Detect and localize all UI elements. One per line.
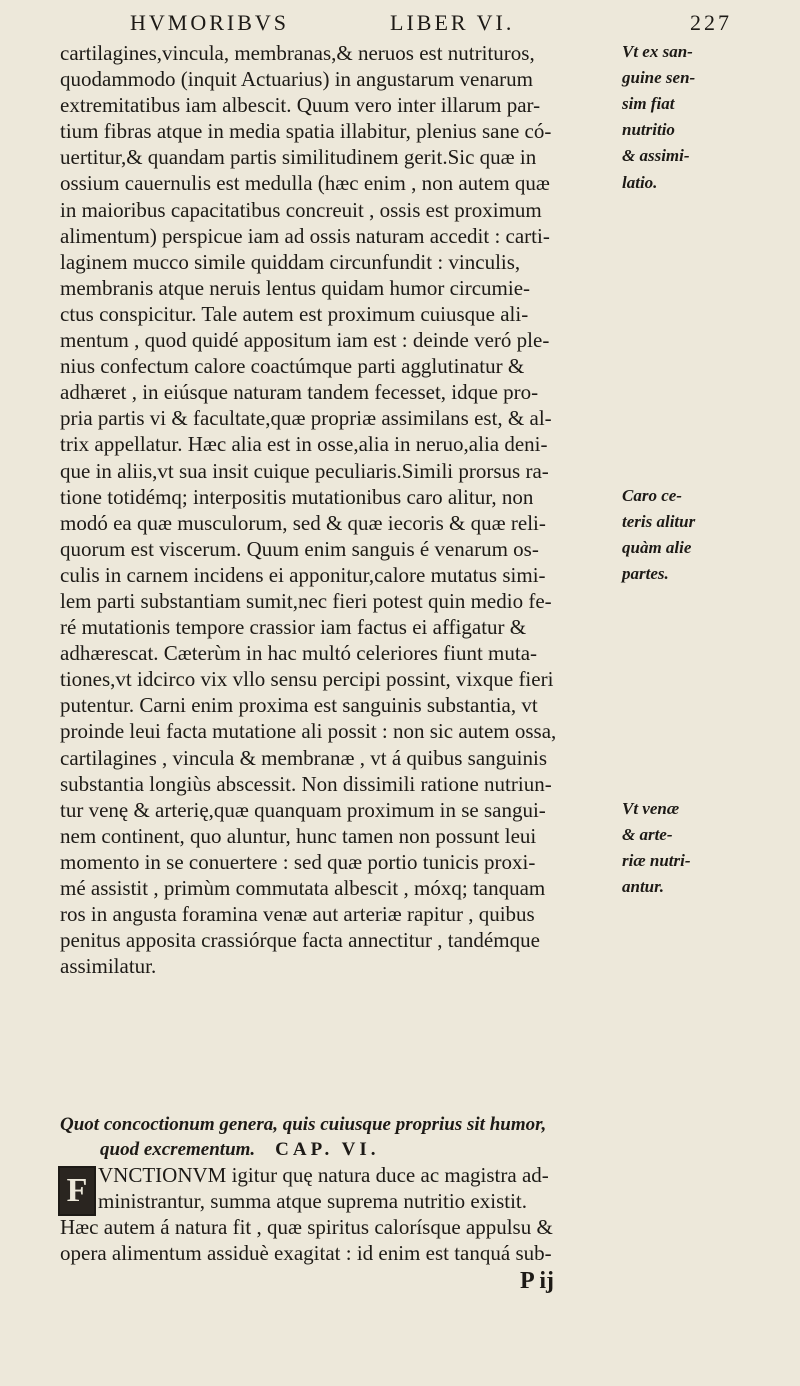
margin-note: quàm alie — [622, 537, 692, 557]
text-line: quorum est viscerum. Quum enim sanguis é venarum os- — [60, 536, 539, 561]
margin-note: riæ nutri- — [622, 851, 691, 871]
text-line: membranis atque neruis lentus quidam humor circumie- — [60, 275, 531, 300]
book-label: LIBER VI. — [390, 10, 515, 35]
text-line: tur venę & arterię,quæ quanquam proximum in se sangui- — [60, 797, 546, 822]
text-line: lem parti substantiam sumit,nec fieri potest quin medio fe- — [60, 588, 552, 613]
text-line: uertitur,& quandam partis similitudinem gerit.Sic quæ in — [60, 145, 537, 170]
catchword: P ij — [520, 1268, 554, 1294]
page-number: 227 — [690, 10, 732, 35]
chapter-title — [60, 1112, 760, 1162]
running-header — [130, 2, 770, 42]
text-line: extremitatibus iam albescit. Quum vero inter illarum par- — [60, 93, 541, 118]
margin-note: & assimi- — [622, 146, 690, 166]
text-line: mentum , quod quidé appositum iam est : deinde veró ple- — [60, 328, 550, 353]
text-line: alimentum) perspicue iam ad ossis naturam accedit : carti- — [60, 223, 550, 248]
text-line: assimilatur. — [60, 954, 157, 979]
chapter-text-line: opera alimentum assiduè exagitat : id enim est tanquá sub- — [60, 1241, 552, 1266]
running-title: HVMORIBVS — [130, 10, 290, 35]
text-line: pria partis vi & facultate,quæ propriæ assimilans est, & al- — [60, 406, 552, 431]
margin-note: antur. — [622, 877, 665, 897]
text-line: ros in angusta foramina venæ aut arteriæ rapitur , quibus — [60, 902, 535, 927]
margin-note: partes. — [622, 564, 669, 583]
text-line: tium fibras atque in media spatia illabitur, plenius sane có- — [60, 119, 552, 144]
text-line: modó ea quæ musculorum, sed & quæ iecoris & quæ reli- — [60, 510, 546, 535]
chapter-title-line: Quot concoctionum genera, quis cuiusque proprius sit humor, — [60, 1114, 547, 1135]
text-line: proinde leui facta mutatione ali possit : non sic autem ossa, — [60, 719, 557, 744]
text-line: adhærescat. Cæterùm in hac multó celeriores fiunt muta- — [60, 641, 538, 666]
text-line: tione totidémq; interpositis mutationibus caro alitur, non — [60, 484, 534, 509]
margin-note: Vt ex san- — [622, 42, 693, 61]
text-line: in maioribus capacitatibus concreuit , ossis est proximum — [60, 197, 542, 222]
text-line: ctus conspicitur. Tale autem est proximum cuiusque ali- — [60, 301, 529, 326]
text-line: penitus apposita crassiórque facta annectitur , tandémque — [60, 928, 540, 953]
margin-note: guine sen- — [622, 68, 696, 88]
text-line: nem continent, quo aluntur, hunc tamen non possunt leui — [60, 823, 537, 848]
text-line: culis in carnem incidens ei apponitur,calore mutatus simi- — [60, 562, 546, 587]
chapter-text-line: ministrantur, summa atque suprema nutritio existit. — [98, 1189, 528, 1214]
text-line: laginem mucco simile quiddam circunfundit : vinculis, — [60, 249, 521, 274]
text-line: quodammodo (inquit Actuarius) in angustarum venarum — [60, 67, 533, 92]
chapter-text-line: VNCTIONVM igitur quę natura duce ac magistra ad- — [98, 1163, 549, 1187]
margin-note: Caro ce- — [622, 485, 682, 505]
chapter-title-line: quod excrementum. — [100, 1139, 256, 1160]
margin-note: nutritio — [622, 120, 675, 140]
margin-note: teris alitur — [622, 511, 696, 531]
margin-note: & arte- — [622, 825, 673, 844]
chapter-label: CAP. VI. — [275, 1139, 380, 1160]
margin-note: latio. — [622, 172, 658, 192]
text-line: substantia longiùs abscessit. Non dissimili ratione nutriun- — [60, 771, 552, 796]
margin-note: Vt venæ — [622, 798, 680, 818]
text-line: nius confectum calore coactúmque parti agglutinatur & — [60, 354, 525, 379]
text-line: cartilagines,vincula, membranas,& neruos est nutrituros, — [60, 41, 535, 65]
text-line: mé assistit , primùm commutata albescit , móxq; tanquam — [60, 876, 546, 900]
margin-note: sim fiat — [622, 94, 675, 114]
text-line: trix appellatur. Hæc alia est in osse,alia in neruo,alia deni- — [60, 432, 548, 457]
text-line: que in aliis,vt sua insit cuique peculiaris.Simili prorsus ra- — [60, 458, 549, 483]
text-line: cartilagines , vincula & membranæ , vt á quibus sanguinis — [60, 745, 547, 770]
body-text — [60, 40, 628, 979]
text-line: tiones,vt idcirco vix vllo sensu percipi possint, vixque fieri — [60, 667, 554, 692]
chapter-text — [60, 1162, 760, 1266]
text-line: putentur. Carni enim proxima est sanguinis substantia, vt — [60, 693, 538, 718]
chapter-text-line: Hæc autem á natura fit , quæ spiritus calorísque appulsu & — [60, 1215, 553, 1240]
text-line: ré mutationis tempore crassior iam factus ei affigatur & — [60, 615, 527, 640]
text-line: ossium cauernulis est medulla (hæc enim , non autem quæ — [60, 171, 550, 196]
decorated-initial: F — [58, 1166, 96, 1216]
text-line: momento in se conuertere : sed quæ portio tunicis proxi- — [60, 849, 536, 874]
text-line: adhæret , in eiúsque naturam tandem fecesset, idque pro- — [60, 380, 539, 405]
